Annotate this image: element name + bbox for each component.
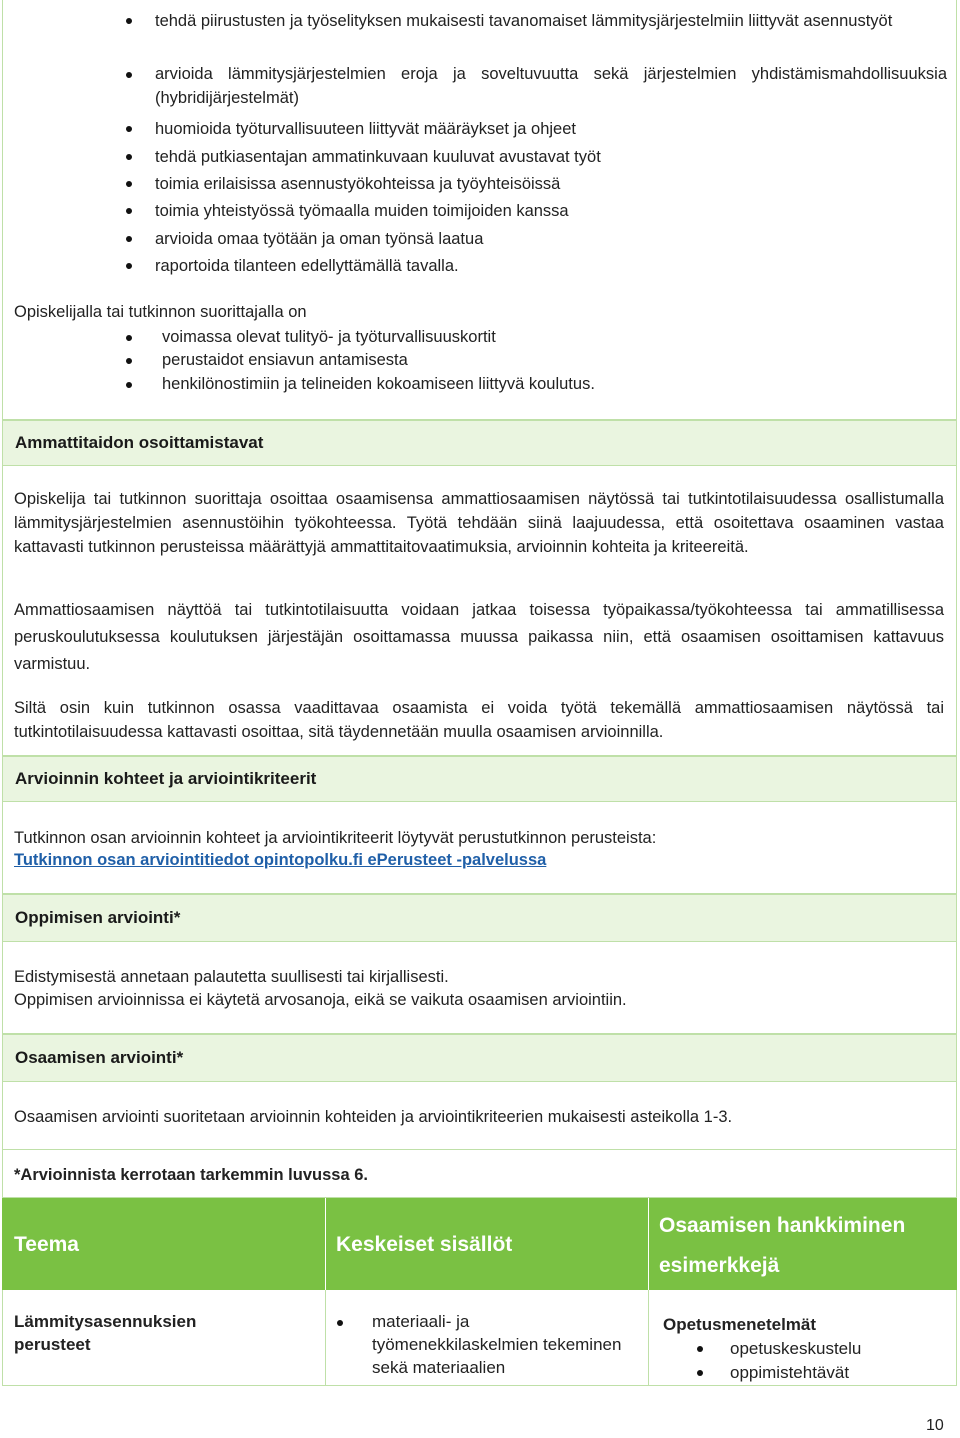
section-title: Ammattitaidon osoittamistavat	[15, 433, 264, 452]
list-item: raportoida tilanteen edellyttämällä tavalla.	[155, 257, 459, 275]
table-cell-method-item: opetuskeskustelu	[730, 1339, 862, 1358]
section-title: Osaamisen arviointi*	[15, 1048, 184, 1067]
bullet	[126, 18, 132, 24]
list-item: tehdä putkiasentajan ammatinkuvaan kuuluvat avustavat työt	[155, 148, 601, 166]
list-item: perustaidot ensiavun antamisesta	[162, 351, 408, 369]
list-item: tehdä piirustusten ja työselityksen mukaisesti tavanomaiset lämmitysjärjestelmiin liittyvät asennustyöt	[155, 12, 893, 30]
table-header-theme: Teema	[14, 1233, 79, 1256]
learning-line-1: Edistymisestä annetaan palautetta suullisesti tai kirjallisesti.	[14, 968, 449, 986]
epersusteet-link[interactable]: Tutkinnon osan arviointitiedot opintopolku.fi ePerusteet -palvelussa	[14, 851, 547, 869]
table-cell-methods-heading: Opetusmenetelmät	[663, 1315, 817, 1334]
requirements-intro: Opiskelijalla tai tutkinnon suorittajalla on	[14, 303, 307, 321]
section-title: Arvioinnin kohteet ja arviointikriteerit	[15, 769, 317, 788]
list-item: voimassa olevat tulityö- ja työturvallisuuskortit	[162, 328, 496, 346]
list-item: henkilönostimiin ja telineiden kokoamiseen liittyvä koulutus.	[162, 375, 595, 393]
learning-line-2: Oppimisen arvioinnissa ei käytetä arvosanoja, eikä se vaikuta osaamisen arviointiin.	[14, 991, 627, 1009]
section-heading-learning	[2, 894, 957, 942]
bullet	[126, 181, 132, 187]
criteria-link-wrap	[14, 848, 546, 872]
list-item: toimia erilaisissa asennustyökohteissa ja työyhteisöissä	[155, 175, 561, 193]
table-header-contents: Keskeiset sisällöt	[336, 1233, 513, 1256]
table-divider	[325, 1290, 326, 1386]
bullet	[126, 154, 132, 160]
criteria-text: Tutkinnon osan arvioinnin kohteet ja arviointikriteerit löytyvät perustutkinnon perusteista:	[14, 829, 657, 847]
list-item: arvioida omaa työtään ja oman työnsä laatua	[155, 230, 484, 248]
list-item: huomioida työturvallisuuteen liittyvät määräykset ja ohjeet	[155, 120, 576, 138]
table-divider	[325, 1198, 326, 1290]
table-header-methods: Osaamisen hankkiminen esimerkkejä	[659, 1214, 906, 1277]
section-title: Oppimisen arviointi*	[15, 908, 181, 927]
bullet	[126, 263, 132, 269]
footnote: *Arvioinnista kerrotaan tarkemmin luvussa 6.	[14, 1166, 368, 1184]
table-divider	[648, 1290, 649, 1386]
table-cell-contents-item: materiaali- ja työmenekkilaskelmien tekeminen sekä materiaalien	[372, 1312, 622, 1377]
list-item: arvioida lämmitysjärjestelmien eroja ja soveltuvuutta sekä järjestelmien yhdistämismahdollisuuksia (hybridijärjestelmät)	[155, 65, 947, 107]
bullet	[126, 236, 132, 242]
table-cell-theme: Lämmitysasennuksien perusteet	[14, 1312, 197, 1354]
bullet	[697, 1370, 703, 1376]
bullet	[126, 72, 132, 78]
bullet	[126, 208, 132, 214]
table-divider	[648, 1198, 649, 1290]
bullet	[697, 1346, 703, 1352]
demonstration-paragraph-3: Siltä osin kuin tutkinnon osassa vaadittavaa osaamista ei voida työtä tekemällä ammattiosaamisen näytössä tai tutkintotilaisuudessa kattavasti osoittaa, sitä täydennetään muulla osaamisen arvioinnilla.	[14, 699, 944, 741]
bullet	[126, 126, 132, 132]
bullet	[337, 1320, 343, 1326]
bullet	[126, 335, 132, 341]
section-heading-competence	[2, 1034, 957, 1082]
demonstration-paragraph-2: Ammattiosaamisen näyttöä tai tutkintotilaisuutta voidaan jatkaa toisessa työpaikassa/työkohteessa tai ammatillisessa peruskoulutuksessa koulutuksen järjestäjän osoittamassa muussa paikassa niin, että osaamisen osoittamisen kattavuus varmistuu.	[14, 601, 944, 673]
bullet	[126, 358, 132, 364]
competence-text: Osaamisen arviointi suoritetaan arvioinnin kohteiden ja arviointikriteerien mukaisesti asteikolla 1-3.	[14, 1108, 733, 1126]
demonstration-paragraph-1: Opiskelija tai tutkinnon suorittaja osoittaa osaamisensa ammattiosaamisen näytössä tai tutkintotilaisuudessa osallistumalla lämmitysjärjestelmien asennustöihin työkohteessa. Työtä tehdään siinä laajuudessa, että osoitettava osaaminen vastaa kattavasti tutkinnon perusteissa määrättyjä ammattitaitovaatimuksia, arvioinnin kohteita ja kriteereitä.	[14, 490, 944, 556]
section-heading-criteria	[2, 756, 957, 802]
bullet	[126, 382, 132, 388]
list-item: toimia yhteistyössä työmaalla muiden toimijoiden kanssa	[155, 202, 569, 220]
section-heading-demonstration	[2, 420, 957, 466]
table-cell-method-item: oppimistehtävät	[730, 1363, 850, 1382]
page-number: 10	[926, 1417, 944, 1434]
